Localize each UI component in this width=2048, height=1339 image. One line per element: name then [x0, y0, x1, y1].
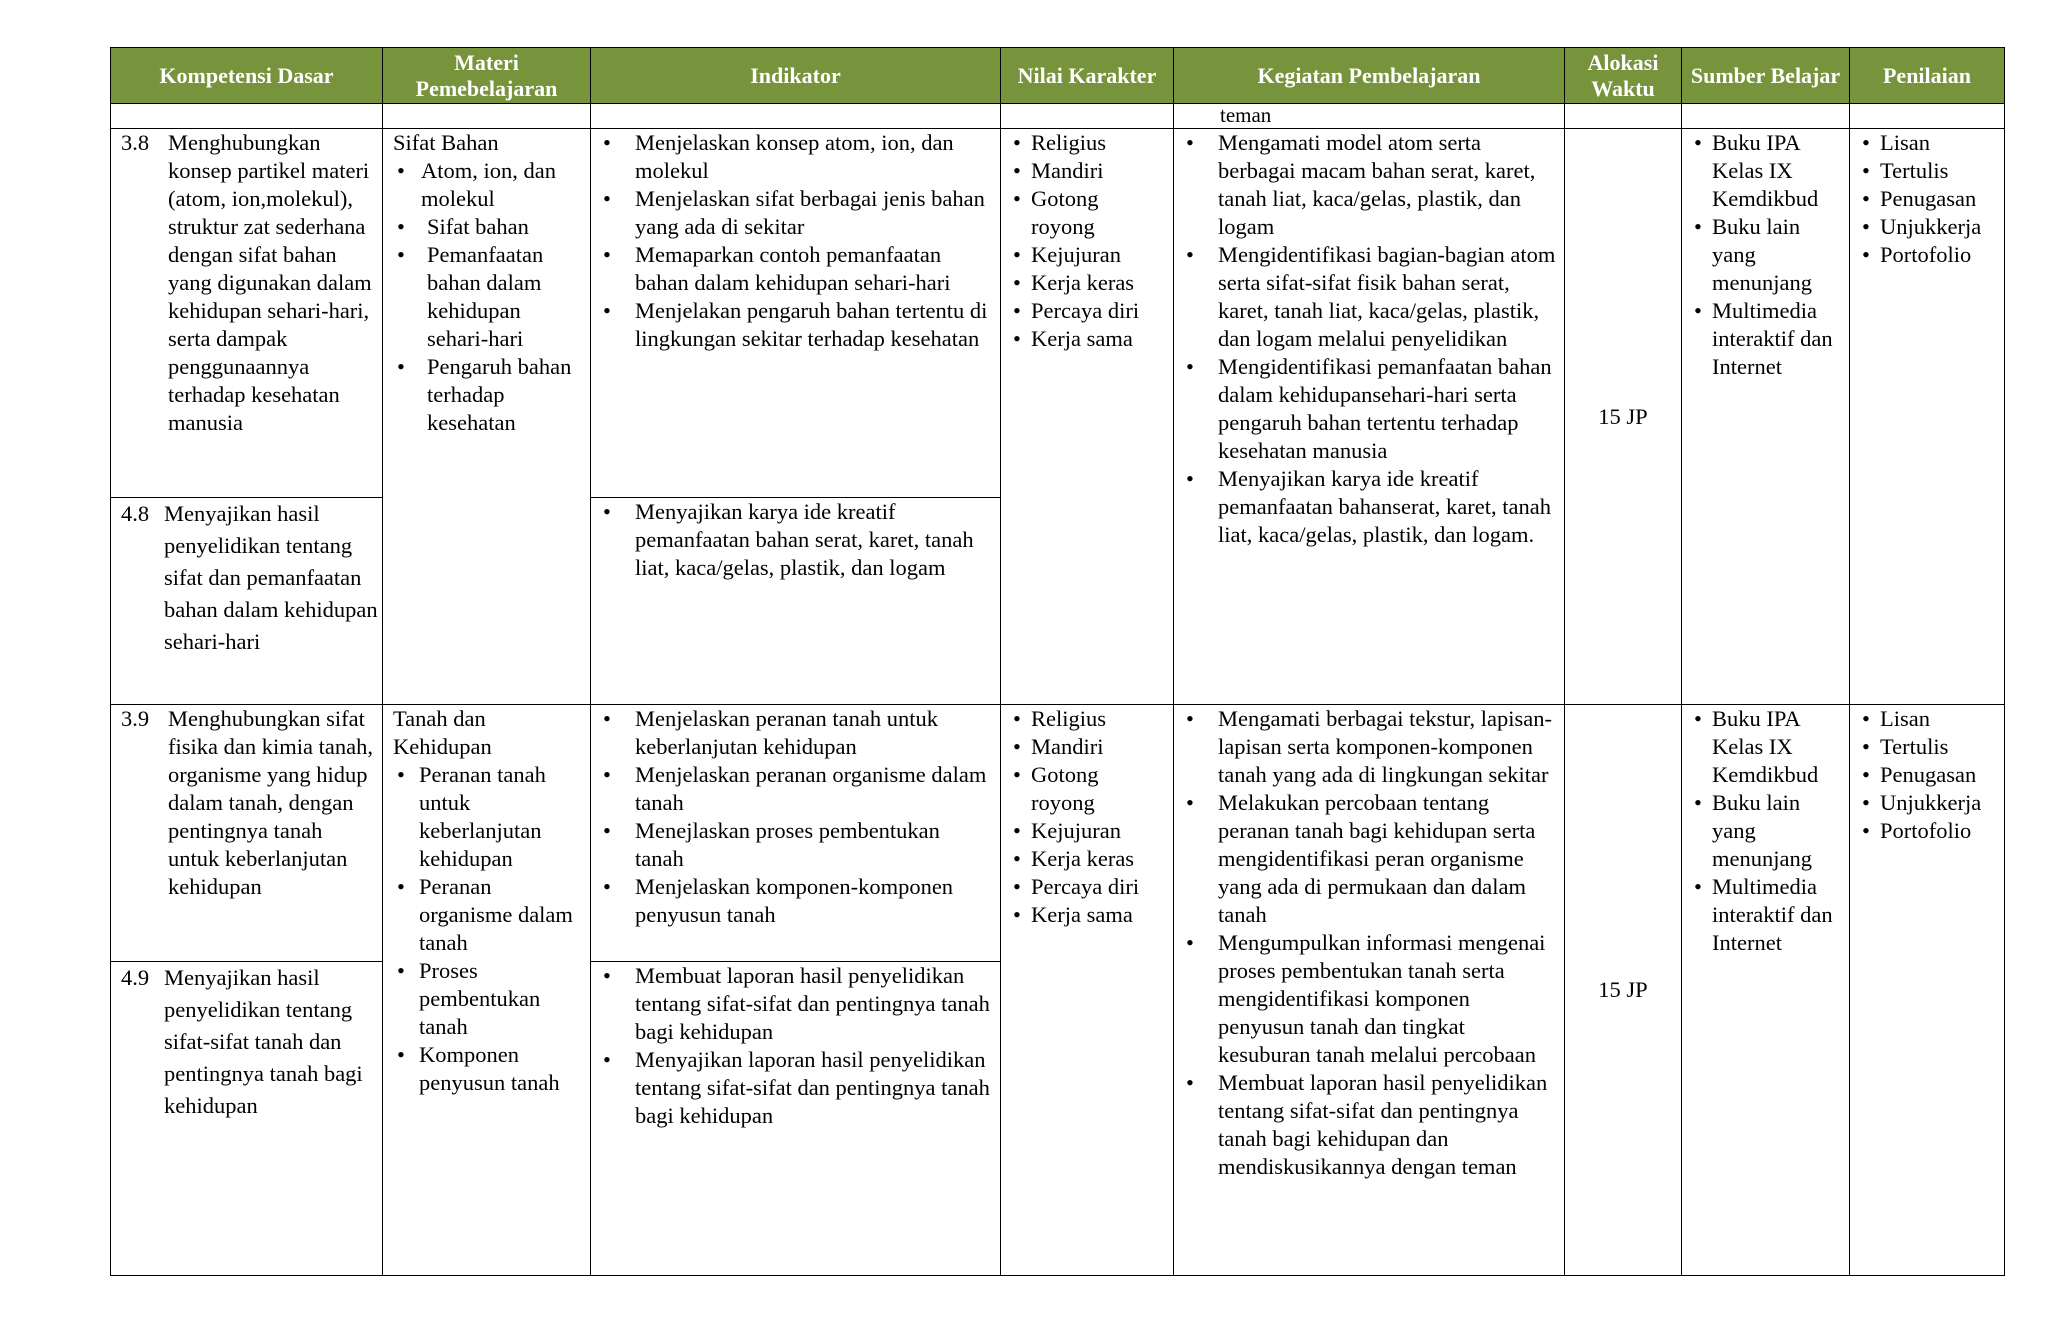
list-item: • Unjukkerja: [1860, 789, 1998, 817]
list-item: • Pengaruh bahan terhadap kesehatan: [393, 353, 584, 437]
materi-title: Tanah dan Kehidupan: [393, 706, 492, 759]
list-item: • Religius: [1011, 705, 1167, 733]
list-item: • Buku IPA Kelas IX Kemdikbud: [1692, 705, 1843, 789]
alokasi-value: 15 JP: [1598, 403, 1648, 429]
list-item: • Mandiri: [1011, 733, 1167, 761]
kd-text: Menghubungkan konsep partikel materi (atom, ion,molekul), struktur zat sederhana dengan sifat bahan yang digunakan dalam kehidupan sehari-hari, serta dampak penggunaannya terhadap kesehatan manusia: [168, 130, 372, 435]
list-item: • Multimedia interaktif dan Internet: [1692, 297, 1843, 381]
indikator-cell: [591, 129, 1001, 498]
list-item: • Mengumpulkan informasi mengenai proses pembentukan tanah serta mengidentifikasi komponen penyusun tanah dan tingkat kesuburan tanah melalui percobaan: [1184, 929, 1558, 1069]
syllabus-table: [110, 47, 2005, 1276]
list-item: • Menjelaskan konsep atom, ion, dan molekul: [601, 129, 994, 185]
list-item: • Proses pembentukan tanah: [393, 957, 584, 1041]
list-item: • Religius: [1011, 129, 1167, 157]
indikator-cell: [591, 962, 1001, 1276]
list-item: • Buku IPA Kelas IX Kemdikbud: [1692, 129, 1843, 213]
list-item: • Lisan: [1860, 705, 1998, 733]
alokasi-cell: [1565, 129, 1682, 705]
header-materi: Materi Pemebelajaran: [383, 48, 591, 104]
list-item: • Menyajikan laporan hasil penyelidikan tentang sifat-sifat dan pentingnya tanah bagi kehidupan: [601, 1046, 994, 1130]
list-item: • Multimedia interaktif dan Internet: [1692, 873, 1843, 957]
list-item: • Tertulis: [1860, 157, 1998, 185]
list-item: • Kerja keras: [1011, 269, 1167, 297]
list-item: • Gotong royong: [1011, 761, 1167, 817]
list-item: • Menjelaskan peranan organisme dalam tanah: [601, 761, 994, 817]
list-item: • Mengidentifikasi bagian-bagian atom serta sifat-sifat fisik bahan serat, karet, tanah liat, kaca/gelas, plastik, dan logam melalui penyelidikan: [1184, 241, 1558, 353]
list-item: • Gotong royong: [1011, 185, 1167, 241]
list-item: • Buku lain yang menunjang: [1692, 213, 1843, 297]
nilai-cell: [1001, 129, 1174, 705]
sumber-cell: [1682, 129, 1850, 705]
carry-over-row: [111, 104, 2005, 129]
kegiatan-cell: [1174, 705, 1565, 1276]
list-item: • Lisan: [1860, 129, 1998, 157]
list-item: • Tertulis: [1860, 733, 1998, 761]
table-row: [111, 129, 2005, 498]
list-item: • Sifat bahan: [393, 213, 584, 241]
materi-cell: [383, 129, 591, 705]
list-item: • Percaya diri: [1011, 297, 1167, 325]
list-item: • Mengamati berbagai tekstur, lapisan-lapisan serta komponen-komponen tanah yang ada di lingkungan sekitar: [1184, 705, 1558, 789]
header-penilaian: Penilaian: [1850, 48, 2005, 104]
header-indikator: Indikator: [591, 48, 1001, 104]
list-item: • Kerja keras: [1011, 845, 1167, 873]
kd-number: 4.8: [121, 501, 150, 526]
list-item: • Percaya diri: [1011, 873, 1167, 901]
header-alokasi: Alokasi Waktu: [1565, 48, 1682, 104]
list-item: • Penugasan: [1860, 185, 1998, 213]
list-item: • Buku lain yang menunjang: [1692, 789, 1843, 873]
header-row: [111, 48, 2005, 104]
list-item: • Kerja sama: [1011, 901, 1167, 929]
penilaian-cell: [1850, 705, 2005, 1276]
kd-text: Menyajikan hasil penyelidikan tentang sifat dan pemanfaatan bahan dalam kehidupan sehari-hari: [164, 501, 378, 654]
kd-number: 4.9: [121, 965, 150, 990]
carry-over-text: teman: [1220, 103, 1272, 127]
list-item: • Pemanfaatan bahan dalam kehidupan sehari-hari: [393, 241, 584, 353]
list-item: • Menejlaskan proses pembentukan tanah: [601, 817, 994, 873]
list-item: • Komponen penyusun tanah: [393, 1041, 584, 1097]
list-item: • Menyajikan karya ide kreatif pemanfaatan bahanserat, karet, tanah liat, kaca/gelas, plastik, dan logam.: [1184, 465, 1558, 549]
list-item: • Portofolio: [1860, 817, 1998, 845]
kd-number: 3.8: [121, 130, 150, 155]
list-item: • Mengamati model atom serta berbagai macam bahan serat, karet, tanah liat, kaca/gelas, plastik, dan logam: [1184, 129, 1558, 241]
kd-cell: [111, 962, 383, 1276]
materi-cell: [383, 705, 591, 1276]
list-item: • Membuat laporan hasil penyelidikan tentang sifat-sifat dan pentingnya tanah bagi kehidupan dan mendiskusikannya dengan teman: [1184, 1069, 1558, 1181]
materi-title: Sifat Bahan: [393, 130, 499, 155]
nilai-cell: [1001, 705, 1174, 1276]
header-kegiatan: Kegiatan Pembelajaran: [1174, 48, 1565, 104]
kd-cell: [111, 129, 383, 498]
list-item: • Mengidentifikasi pemanfaatan bahan dalam kehidupansehari-hari serta pengaruh bahan tertentu terhadap kesehatan manusia: [1184, 353, 1558, 465]
list-item: • Membuat laporan hasil penyelidikan tentang sifat-sifat dan pentingnya tanah bagi kehidupan: [601, 962, 994, 1046]
list-item: • Kerja sama: [1011, 325, 1167, 353]
table-row: [111, 705, 2005, 962]
header-kompetensi-dasar: Kompetensi Dasar: [111, 48, 383, 104]
alokasi-value: 15 JP: [1598, 977, 1648, 1002]
list-item: • Memaparkan contoh pemanfaatan bahan dalam kehidupan sehari-hari: [601, 241, 994, 297]
kd-text: Menyajikan hasil penyelidikan tentang sifat-sifat tanah dan pentingnya tanah bagi kehidupan: [164, 965, 363, 1118]
header-nilai-karakter: Nilai Karakter: [1001, 48, 1174, 104]
sumber-cell: [1682, 705, 1850, 1276]
list-item: • Portofolio: [1860, 241, 1998, 269]
list-item: • Penugasan: [1860, 761, 1998, 789]
list-item: • Unjukkerja: [1860, 213, 1998, 241]
list-item: • Menyajikan karya ide kreatif pemanfaatan bahan serat, karet, tanah liat, kaca/gelas, plastik, dan logam: [601, 498, 994, 582]
header-sumber: Sumber Belajar: [1682, 48, 1850, 104]
list-item: • Atom, ion, dan molekul: [393, 157, 584, 213]
list-item: • Kejujuran: [1011, 817, 1167, 845]
alokasi-cell: [1565, 705, 1682, 1276]
list-item: • Menjelakan pengaruh bahan tertentu di lingkungan sekitar terhadap kesehatan: [601, 297, 994, 353]
penilaian-cell: [1850, 129, 2005, 705]
kd-text: Menghubungkan sifat fisika dan kimia tanah, organisme yang hidup dalam tanah, dengan pentingnya tanah untuk keberlanjutan kehidupan: [168, 706, 373, 899]
kd-cell: [111, 705, 383, 962]
list-item: • Peranan organisme dalam tanah: [393, 873, 584, 957]
kegiatan-cell: [1174, 129, 1565, 705]
list-item: • Mandiri: [1011, 157, 1167, 185]
list-item: • Melakukan percobaan tentang peranan tanah bagi kehidupan serta mengidentifikasi peran organisme yang ada di permukaan dan dalam tanah: [1184, 789, 1558, 929]
list-item: • Peranan tanah untuk keberlanjutan kehidupan: [393, 761, 584, 873]
list-item: • Menjelaskan komponen-komponen penyusun tanah: [601, 873, 994, 929]
list-item: • Kejujuran: [1011, 241, 1167, 269]
indikator-cell: [591, 705, 1001, 962]
list-item: • Menjelaskan peranan tanah untuk keberlanjutan kehidupan: [601, 705, 994, 761]
kd-cell: [111, 498, 383, 705]
kd-number: 3.9: [121, 706, 150, 731]
list-item: • Menjelaskan sifat berbagai jenis bahan yang ada di sekitar: [601, 185, 994, 241]
indikator-cell: [591, 498, 1001, 705]
